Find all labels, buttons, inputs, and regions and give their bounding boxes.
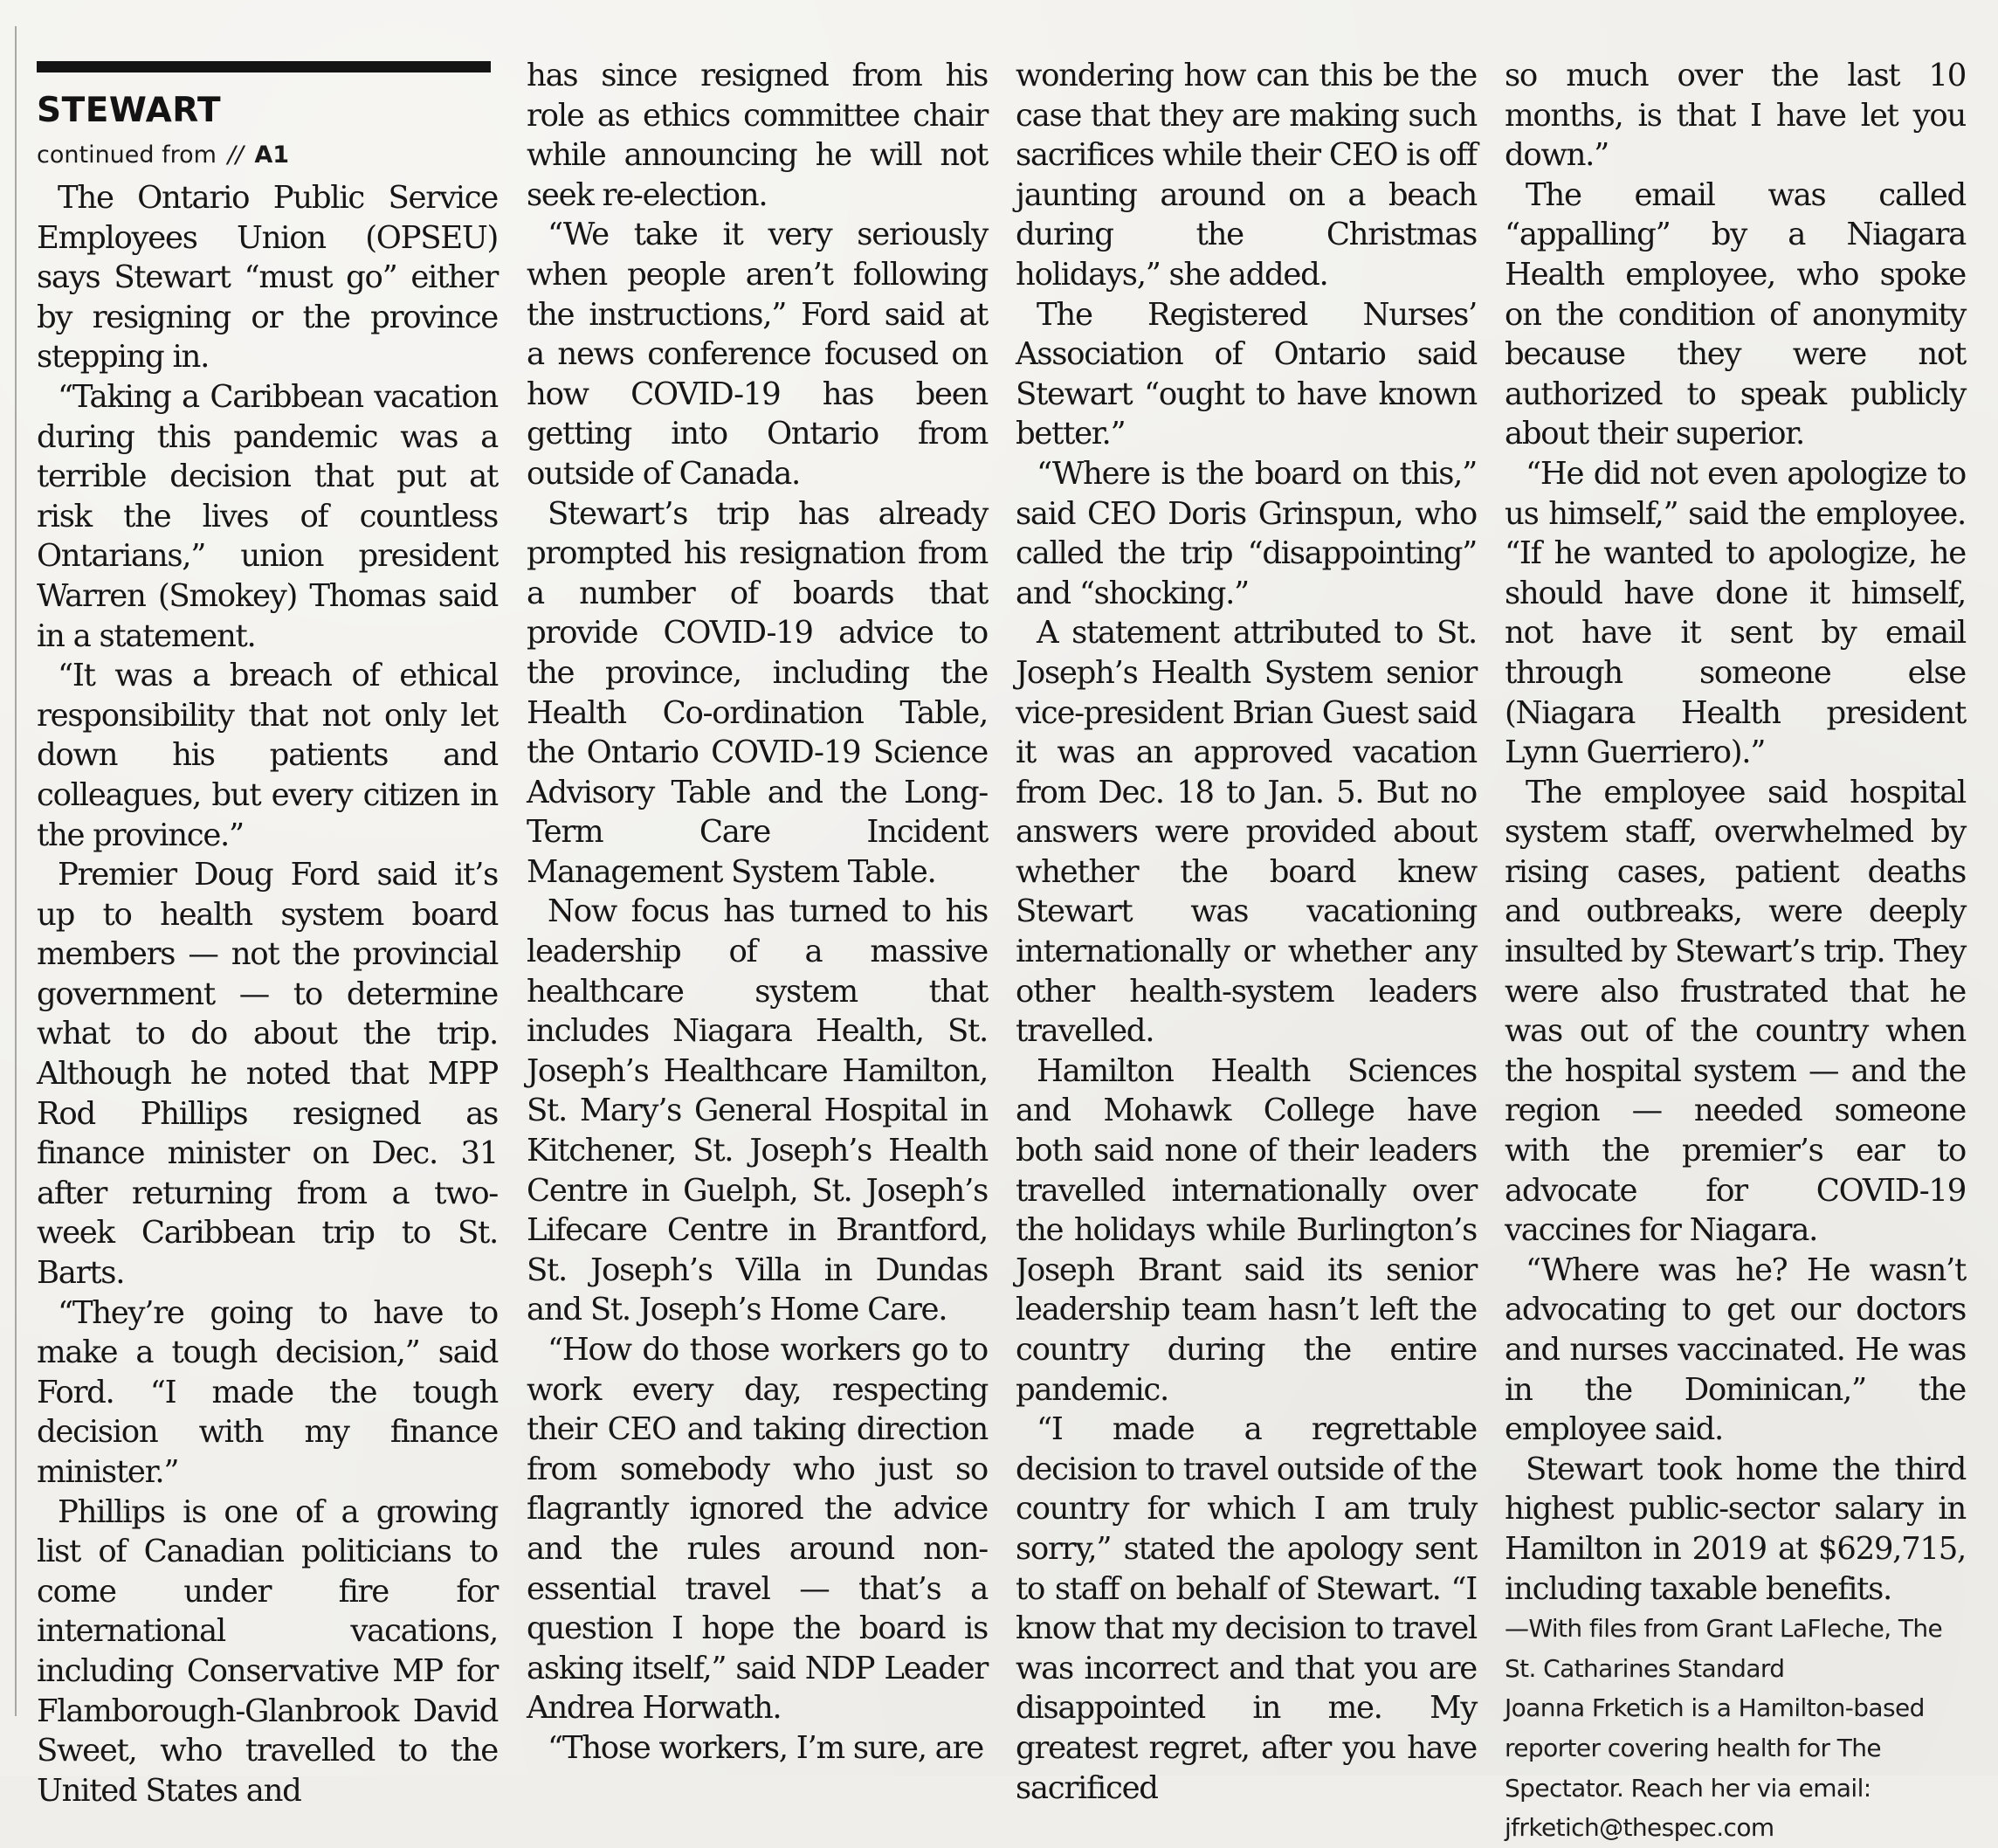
article-column-3 bbox=[1016, 56, 1477, 1806]
paragraph: “Those workers, I’m sure, are bbox=[548, 1729, 983, 1766]
paragraph: Phillips is one of a growing list of Canadian politicians to come under fire for international vacations, including Conservative MP for Flamborough-Glanbrook David Sweet, who travelled to the United States and bbox=[37, 1493, 498, 1809]
paragraph-continued: has since resigned from his role as ethics committee chair while announcing he will not seek re-election. bbox=[527, 58, 988, 213]
continued-label: continued from bbox=[37, 141, 217, 169]
paragraph: The Ontario Public Service Employees Union (OPSEU) says Stewart “must go” either by resigning or the province stepping in. bbox=[37, 180, 498, 376]
article-column-2 bbox=[527, 56, 988, 1766]
paragraph: “Where was he? He wasn’t advocating to get our doctors and nurses vaccinated. He was in the Dominican,” the employee said. bbox=[1505, 1252, 1966, 1448]
paragraph: Stewart’s trip has already prompted his resignation from a number of boards that provide COVID-19 advice to the province, including the Health Co-ordination Table, the Ontario COVID-19 Science Advisory Table and the Long-Term Care Incident Management System Table. bbox=[527, 495, 988, 890]
paragraph: “It was a breach of ethical responsibility that not only let down his patients and colleagues, but every citizen in the province.” bbox=[37, 658, 498, 853]
paragraph: “How do those workers go to work every day, respecting their CEO and taking direction from somebody who just so flagrantly ignored the advice and the rules around non-essential travel — that’s a question I hope the board is asking itself,” said NDP Leader Andrea Horwath. bbox=[527, 1332, 988, 1727]
story-kicker: STEWART bbox=[37, 91, 222, 130]
paragraph: Stewart took home the third highest public-sector salary in Hamilton in 2019 at $629,715, including taxable benefits. bbox=[1505, 1451, 1966, 1607]
paragraph: Now focus has turned to his leadership of a massive healthcare system that includes Niagara Health, St. Joseph’s Healthcare Hamilton, St. Mary’s General Hospital in Kitchener, St. Joseph’s Health Centre in Guelph, St. Joseph’s Lifecare Centre in Brantford, St. Joseph’s Villa in Dundas and St. Joseph’s Home Care. bbox=[527, 893, 988, 1328]
paragraph: Hamilton Health Sciences and Mohawk College have both said none of their leaders travelled internationally over the holidays while Burlington’s Joseph Brant said its senior leadership team hasn’t left the country during the entire pandemic. bbox=[1016, 1052, 1477, 1408]
paragraph: “Taking a Caribbean vacation during this pandemic was a terrible decision that put at risk the lives of countless Ontarians,” union president Warren (Smokey) Thomas said in a statement. bbox=[37, 378, 498, 654]
continued-page-ref: A1 bbox=[254, 141, 290, 169]
article-column-1 bbox=[37, 56, 498, 1809]
paragraph: “I made a regrettable decision to travel outside of the country for which I am truly sorry,” stated the apology sent to staff on behalf of Stewart. “I know that my decision to travel was incorrect and that you are disappointed in me. My greatest regret, after you have sacrificed bbox=[1016, 1411, 1477, 1806]
paragraph: “They’re going to have to make a tough decision,” said Ford. “I made the tough decision with my finance minister.” bbox=[37, 1294, 498, 1490]
author-bio: Joanna Frketich is a Hamilton-based reporter covering health for The Spectator. Reach her via email: jfrketich@thespec.com bbox=[1505, 1693, 1925, 1843]
paragraph: “He did not even apologize to us himself,” said the employee. “If he wanted to apologize, he should have done it himself, not have it sent by email through someone else (Niagara Health president Lynn Guerriero).” bbox=[1505, 455, 1966, 771]
paragraph: “We take it very seriously when people aren’t following the instructions,” Ford said at a news conference focused on how COVID-19 has been getting into Ontario from outside of Canada. bbox=[527, 217, 988, 492]
paragraph: “Where is the board on this,” said CEO Doris Grinspun, who called the trip “disappointing” and “shocking.” bbox=[1016, 455, 1477, 611]
column-1-body bbox=[37, 178, 498, 1810]
paragraph: A statement attributed to St. Joseph’s Health System senior vice-president Brian Guest said it was an approved vacation from Dec. 18 to Jan. 5. But no answers were provided about whether the board knew Stewart was vacationing internationally or whether any other health-system leaders travelled. bbox=[1016, 615, 1477, 1050]
continued-slash: // bbox=[227, 141, 244, 169]
paragraph: The Registered Nurses’ Association of Ontario said Stewart “ought to have known better.” bbox=[1016, 296, 1477, 452]
files-credit: —With files from Grant LaFleche, The St. Catharines Standard bbox=[1505, 1614, 1943, 1683]
paragraph: Premier Doug Ford said it’s up to health system board members — not the provincial government — to determine what to do about the trip. Although he noted that MPP Rod Phillips resigned as finance minister on Dec. 31 after returning from a two-week Caribbean trip to St. Barts. bbox=[37, 857, 498, 1292]
paragraph-continued: so much over the last 10 months, is that I have let you down.” bbox=[1505, 58, 1966, 174]
paragraph-continued: wondering how can this be the case that they are making such sacrifices while their CEO is off jaunting around on a beach during the Christmas holidays,” she added. bbox=[1016, 58, 1477, 293]
paragraph: The employee said hospital system staff, overwhelmed by rising cases, patient deaths and outbreaks, were deeply insulted by Stewart’s trip. They were also frustrated that he was out of the country when the hospital system — and the region — needed someone with the premier’s ear to advocate for COVID-19 vaccines for Niagara. bbox=[1505, 774, 1966, 1249]
article-column-4 bbox=[1505, 56, 1966, 1843]
paragraph: The email was called “appalling” by a Niagara Health employee, who spoke on the condition of anonymity because they were not authorized to speak publicly about their superior. bbox=[1505, 176, 1966, 452]
page-edge-rule bbox=[15, 26, 17, 1716]
